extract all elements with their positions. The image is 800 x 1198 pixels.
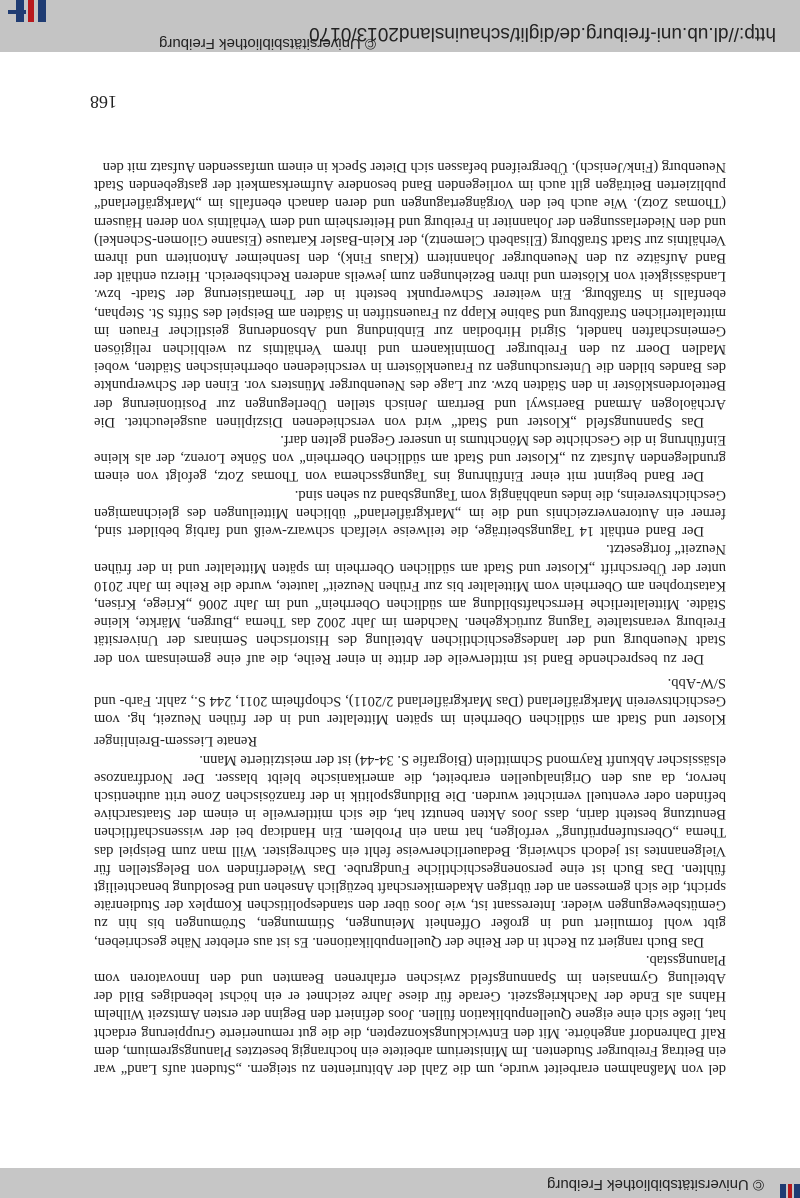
- review-paragraph-1: Der zu besprechende Band ist mittlerweile der dritte in einer Reihe, die auf eine gemeinsam von der Stadt Neuenburg und der landesgeschichtlichen Abteilung des Historischen Seminars der Universität Freiburg veranstaltete Tagung zurückgehen. Nachdem im Jahr 2002 das Thema „Burgen, Märkte, kleine Städte. Mittelalterliche Herrschaftsbildung am südlichen Oberrhein“ und im Jahr 2006 „Kriege, Krisen, Katastrophen am Oberrhein vom Mittelalter bis zur Frühen Neuzeit“ lautete, wurde die Reihe im Jahr 2010 unter der Überschrift „Kloster und Stadt am südlichen Oberrhein im späten Mittelalter und in der frühen Neuzeit“ fortgesetzt.: [94, 541, 726, 667]
- paragraph-2: Das Buch rangiert zu Recht in der Reihe der Quellenpublikationen. Es ist aus erlebter Nähe geschrieben, gibt wohl formuliert und in großer Offenheit Meinungen, Stimmungen, Strömungen bis hin zu Gemütsbewegungen wieder. Interessant ist, wie Joos über den standespolitischen Komplex der Studienräte spricht, die sich gemessen an der übrigen Akademikerschaft bezüglich Ansehen und Besoldung benachteiligt fühlten. Das Buch ist eine personengeschichtliche Fundgrube. Das Wiederfinden von Belegstellen für Vielgenanntes ist jedoch schwierig. Bedauerlicherweise fehlt ein Sachregister. Will man zum Beispiel das Thema „Oberstufenprüfung“ verfolgen, hat man ein Problem. Ein Handicap bei der wissenschaftlichen Benutzung besteht darin, dass Joos Akten benutzt hat, die sich mittlerweile in einem der Staatsarchive befinden oder eventuell vernichtet wurden. Die Bildungspolitik in der französischen Zone tritt authentisch hervor, da aus den Originalquellen erarbeitet, die amerikanische bleibt blasser. Der Nordfranzose elsässischer Abkunft Raymond Schmittlein (Biografie S. 34-44) ist der meistzitierte Mann.: [94, 751, 726, 950]
- footer-bar: [0, 0, 800, 52]
- signature-line: [94, 732, 726, 750]
- review-paragraph-2: Der Band enthält 14 Tagungsbeiträge, die teilweise vielfach schwarz-weiß und farbig bebildert sind, ferner ein Autorenverzeichnis und die im „Markgräflerland“ üblichen Mitteilungen des gleichnamigen Geschichtsvereins, die indes unabhängig vom Tagungsband zu sehen sind.: [94, 486, 726, 540]
- review-header: Kloster und Stadt am südlichen Oberrhein im späten Mittelalter und in der frühen Neuzeit, hg. vom Geschichtsverein Markgräflerland (Das Markgräflerland 2/2011), Schopfheim 2011, 244 S., zahlr. Farb- und S/W-Abb.: [94, 674, 726, 728]
- review-paragraph-3: Der Band beginnt mit einer Einführung ins Tagungsschema von Thomas Zotz, gefolgt von einem grundlegenden Aufsatz zu „Kloster und Stadt am südlichen Oberrhein“ von Sönke Lorenz, der als kleine Einführung in die Geschichte des Mönchtums in unserer Gegend gelten darf.: [94, 432, 726, 485]
- page-number: 168: [90, 92, 117, 112]
- review-paragraph-4: Das Spannungsfeld „Kloster und Stadt“ wird von verschiedenen Disziplinen ausgeleuchtet. Die Archäologen Armand Baeriswyl und Bertram Jenisch stellen Überlegungen zur Positionierung der Bettelordensklöster in den Städten bzw. zur Lage des Neuenburger Münsters vor. Einen der Schwerpunkte des Bandes bilden die Untersuchungen zu Frauenklöstern in verschiedenen oberrheinischen Städten, wobei Madlen Doerr zu den Freiburger Dominikanern und ihrem Verhältnis zu weiblichen religiösen Gemeinschaften handelt, Sigrid Hirbodian zur Einbindung und Absonderung geistlicher Frauen im mittelalterlichen Straßburg und Sabine Klapp zu Frauenstiften in Städten am Beispiel des Stifts St. Stephan, ebenfalls in Straßburg. Ein weiterer Schwerpunkt besteht in der Thematisierung der Stadt- bzw. Landsässigkeit von Klöstern und ihren Beziehungen zum jeweils anderen Rechtsbereich. Hierzu enthält der Band Aufsätze zu den Neuenburger Johannitern (Klaus Fink), den Isenheimer Antonitern und ihrem Verhältnis zur Stadt Straßburg (Elisabeth Clementz), der Klein-Basler Kartause (Eisanne Gilomen-Schenkel) und den Niederlassungen der Johanniter in Freiburg und Heitersheim und dem Verhältnis von deren Häusern (Thomas Zotz). Wie auch bei den Vorgängertagungen und deren danach ebenfalls im „Markgräflerland“ publizierten Beiträgen gilt auch im vorliegenden Band besondere Aufmerksamkeit der gastgebenden Stadt Neuenburg (Fink/Jenisch). Übergreifend befassen sich Dieter Speck in einem umfassenden Aufsatz mit den: [94, 159, 726, 430]
- paragraph-1: del von Maßnahmen erarbeitet wurde, um die Zahl der Abiturienten zu steigern. „Student aufs Land“ war ein Beitrag Freiburger Studenten. Im Ministerium arbeitete ein hochrangig besetztes Planungsgremium, dem Ralf Dahrendorf angehörte. Mit den Entwicklungskonzepten, die die gut remunerierte Gruppierung erdacht hat, ließe sich eine eigene Quellenpublikation füllen. Joos definiert den Beginn der ersten Amtszeit Wilhelm Hahns als Ende der Nachkriegszeit. Gerade für diese Jahre zeichnet er ein höchst lebendiges Bild der Abteilung Gymnasien im Spannungsfeld zwischen erfahrenen Beamten und den Innovatoren vom Planungsstab.: [94, 951, 726, 1077]
- permalink-url[interactable]: http://dl.ub.uni-freiburg.de/diglit/schauinsland2013/0170: [309, 23, 776, 44]
- header-copyright: © Universitätsbibliothek Freiburg: [547, 1176, 764, 1193]
- page-content: [94, 158, 726, 1078]
- reviewer-signature: Renate Liessem-Breinlinger: [94, 733, 258, 750]
- footer-copyright: © Universitätsbibliothek Freiburg: [159, 35, 376, 52]
- ub-logo-icon: [8, 0, 52, 22]
- header-bar: [0, 1168, 800, 1198]
- ub-logo-icon: [780, 1184, 800, 1198]
